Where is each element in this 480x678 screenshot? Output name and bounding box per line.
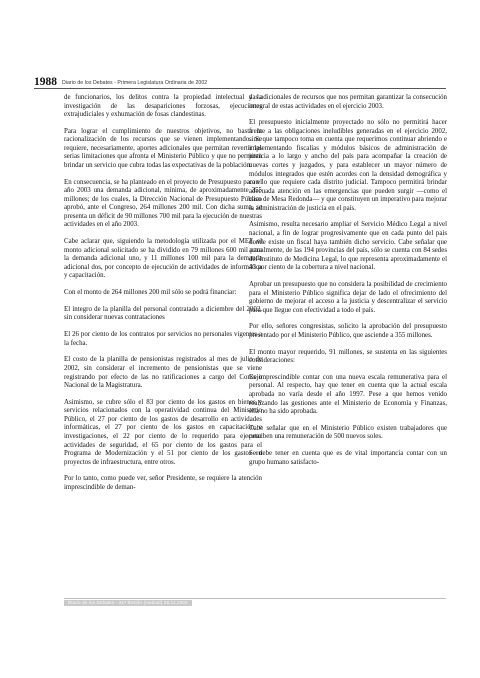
paragraph: Se debe tener en cuenta que es de vital importancia contar con un grupo humano satisfacto- — [249, 450, 447, 466]
paragraph: El 26 por ciento de los contratos por servicios no personales vigentes a la fecha. — [64, 331, 262, 347]
running-head: Diario de los Debates - Primera Legislatura Ordinaria de 2002 — [62, 80, 208, 86]
right-column — [249, 94, 447, 475]
page-footer — [64, 598, 446, 606]
footer-text: Diario de los Debates - 21ª Sesión (matinal) 28.11.2002 — [64, 600, 192, 606]
page-header — [34, 74, 446, 89]
paragraph: El costo de la planilla de pensionistas registrados al mes de julio de 2002, sin considerar el incremento de pensionistas que se viene registrando por efecto de las no ratificaciones a cargo del Consejo Nacional de la Magistratura. — [64, 356, 262, 390]
paragraph: El monto mayor requerido, 91 millones, se sustenta en las siguientes consideraciones: — [249, 348, 447, 365]
left-column — [64, 94, 262, 501]
paragraph: Por ello, señores congresistas, solicito la aprobación del presupuesto presentado por el Ministerio Público, que asciende a 355 millones. — [249, 323, 447, 339]
paragraph: Cabe aclarar que, siguiendo la metodología utilizada por el MEF, el monto adicional solicitado se ha dividido en 79 millones 600 mil para la demanda adicional uno, y 11 millones 100 mil para la demanda adicional dos, por concepto de ejecución de actividades de informática y capacitación. — [64, 238, 262, 280]
paragraph: das adicionales de recursos que nos permitan garantizar la consecución integral de estas actividades en el ejercicio 2003. — [249, 94, 447, 110]
paragraph: El íntegro de la planilla del personal contratado a diciembre del 2002, sin considerar nuevas contrataciones — [64, 305, 262, 322]
paragraph: de funcionarios, los delitos contra la propiedad intelectual y la investigación de las desapariciones forzosas, ejecuciones extrajudiciales y exhumación de fosas clandestinas. — [64, 94, 262, 119]
paragraph: Por lo tanto, como puede ver, señor Presidente, se requiere la atención imprescindible de deman- — [64, 475, 262, 491]
paragraph: Asimismo, se cubre sólo el 83 por ciento de los gastos en bienes y servicios relacionados con la operatividad continua del Ministerio Público, el 27 por ciento de los gastos de desarrollo en actividades informáticas, el 27 por ciento de los gastos en capacitación e investigaciones, el 22 por ciento de lo requerido para ejecutar actividades de seguridad, el 65 por ciento de los gastos para el Programa de Modernización y el 51 por ciento de los gastos en proyectos de infraestructura, entre otros. — [64, 398, 262, 466]
paragraph: Cabe señalar que en el Ministerio Público existen trabajadores que perciben una remuneración de 500 nuevos soles. — [249, 424, 447, 441]
paragraph: Para lograr el cumplimiento de nuestros objetivos, no basta la racionalización de los recursos que se vienen implementando. Se requiere, necesariamente, aportes adicionales que permitan revertir las serias limitaciones que afronta el Ministerio Público y que no permiten brindar un servicio que cubra todas las expectativas de la población. — [64, 127, 262, 170]
page-number: 1988 — [34, 76, 57, 88]
paragraph: En consecuencia, se ha planteado en el proyecto de Presupuesto para el año 2003 una demanda adicional, mínima, de aproximadamente 355 millones; de los cuales, la Dirección Nacional de Presupuesto Público aprobó, ante el Congreso, 264 millones 200 mil. Con dicha suma, se presenta un déficit de 90 millones 700 mil para la ejecución de nuestras actividades en el año 2003. — [64, 178, 262, 229]
paragraph: Con el monto de 264 millones 200 mil sólo se podrá financiar: — [64, 289, 237, 297]
paragraph: Asimismo, resulta necesario ampliar el Servicio Médico Legal a nivel nacional, a fin de lograr progresivamente que en cada punto del país donde existe un fiscal haya también dicho servicio. Cabe señalar que actualmente, de las 194 provincias del país, sólo se cuenta con 84 sedes del Instituto de Medicina Legal, lo que representa aproximadamente el 43 por ciento de la cobertura a nivel nacional. — [249, 221, 447, 272]
paragraph: Es imprescindible contar con una nueva escala remunerativa para el personal. Al respecto, hay que tener en cuenta que la actual escala aprobada no varía desde el año 1997. Pese a que hemos venido realizando las gestiones ante el Ministerio de Economía y Finanzas, ella no ha sido aprobada. — [249, 373, 447, 416]
paragraph: Aprobar un presupuesto que no considera la posibilidad de crecimiento para el Ministerio Público significa dejar de lado el ofrecimiento del gobierno de mejorar el acceso a la justicia y descentralizar el servicio para que llegue con efectividad a todo el país. — [249, 280, 447, 314]
paragraph: El presupuesto inicialmente proyectado no sólo no permitirá hacer frente a las obligaciones ineludibles generadas en el ejercicio 2002, sino que tampoco toma en cuenta que requerimos continuar abriendo e implementando fiscalías y módulos básicos de administración de justicia a lo largo y ancho del país para acompañar la creación de nuevas cortes y juzgados, y para establecer un mayor número de módulos integrados que estén acordes con la densidad demográfica y con lo que requiere cada distrito judicial. Tampoco permitirá brindar adecuada atención en las emergencias que pueden surgir —como el caso de Mesa Redonda— y que constituyen un imperativo para mejorar la administración de justicia en el país. — [249, 119, 447, 212]
